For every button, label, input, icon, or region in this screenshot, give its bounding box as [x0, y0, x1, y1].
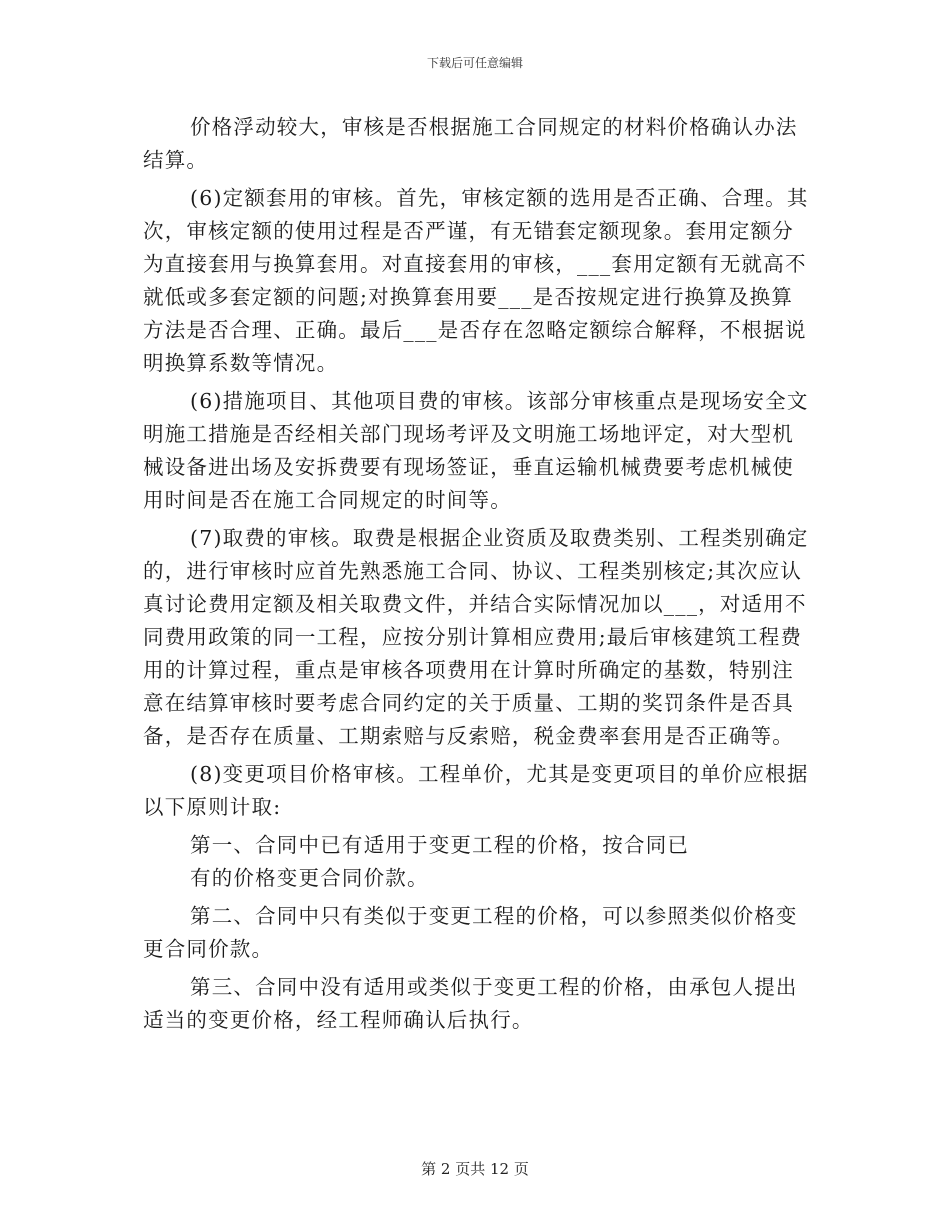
paragraph-line: 有的价格变更合同价款。 [190, 866, 429, 890]
paragraph-line: 械设备进出场及安拆费要有现场签证，垂直运输机械费要考虑机械使 [143, 455, 794, 479]
paragraph-line: (8)变更项目价格审核。工程单价，尤其是变更项目的单价应根据 [190, 762, 809, 786]
paragraph-line: 真讨论费用定额及相关取费文件，并结合实际情况加以___，对适用不 [143, 592, 807, 616]
document-body [143, 111, 808, 1042]
paragraph-line: 更合同价款。 [143, 937, 274, 961]
paragraph [143, 900, 808, 966]
paragraph [143, 971, 808, 1037]
paragraph-line: 方法是否合理、正确。最后___是否存在忽略定额综合解释，不根据说 [143, 318, 807, 342]
paragraph [143, 758, 808, 824]
paragraph [143, 385, 808, 517]
paragraph-line: 的，进行审核时应首先熟悉施工合同、协议、工程类别核定;其次应认 [143, 559, 803, 583]
paragraph-line: 第二、合同中只有类似于变更工程的价格，可以参照类似价格变 [190, 904, 798, 928]
paragraph-line: 就低或多套定额的问题;对换算套用要___是否按规定进行换算及换算 [143, 285, 794, 309]
paragraph-line: 结算。 [143, 148, 209, 172]
paragraph [143, 829, 808, 895]
paragraph-line: 为直接套用与换算套用。对直接套用的审核，___套用定额有无就高不 [143, 252, 807, 276]
paragraph-line: (6)措施项目、其他项目费的审核。该部分审核重点是现场安全文 [190, 389, 809, 413]
paragraph-line: 备，是否存在质量、工期索赔与反索赔，税金费率套用是否正确等。 [143, 724, 794, 748]
paragraph-line: 同费用政策的同一工程，应按分别计算相应费用;最后审核建筑工程费 [143, 625, 803, 649]
paragraph-line: (7)取费的审核。取费是根据企业资质及取费类别、工程类别确定 [190, 526, 809, 550]
paragraph-line: 适当的变更价格，经工程师确认后执行。 [143, 1008, 534, 1032]
paragraph [143, 522, 808, 753]
paragraph-line: 用的计算过程，重点是审核各项费用在计算时所确定的基数，特别注 [143, 658, 794, 682]
page-header: 下载后可任意编辑 [426, 56, 523, 70]
paragraph-line: 明换算系数等情况。 [143, 351, 339, 375]
paragraph-line: 以下原则计取: [143, 795, 282, 819]
paragraph-line: 价格浮动较大，审核是否根据施工合同规定的材料价格确认办法 [190, 115, 798, 139]
page-footer: 第 2 页共 12 页 [421, 1160, 529, 1178]
paragraph [143, 182, 808, 380]
paragraph [143, 111, 808, 177]
paragraph-line: 意在结算审核时要考虑合同约定的关于质量、工期的奖罚条件是否具 [143, 691, 794, 715]
paragraph-line: 第三、合同中没有适用或类似于变更工程的价格，由承包人提出 [190, 975, 798, 999]
paragraph-line: 第一、合同中已有适用于变更工程的价格，按合同已 [190, 833, 690, 857]
paragraph-line: 次，审核定额的使用过程是否严谨，有无错套定额现象。套用定额分 [143, 219, 794, 243]
paragraph-line: 明施工措施是否经相关部门现场考评及文明施工场地评定，对大型机 [143, 422, 794, 446]
paragraph-line: (6)定额套用的审核。首先，审核定额的选用是否正确、合理。其 [190, 186, 809, 210]
paragraph-line: 用时间是否在施工合同规定的时间等。 [143, 488, 512, 512]
